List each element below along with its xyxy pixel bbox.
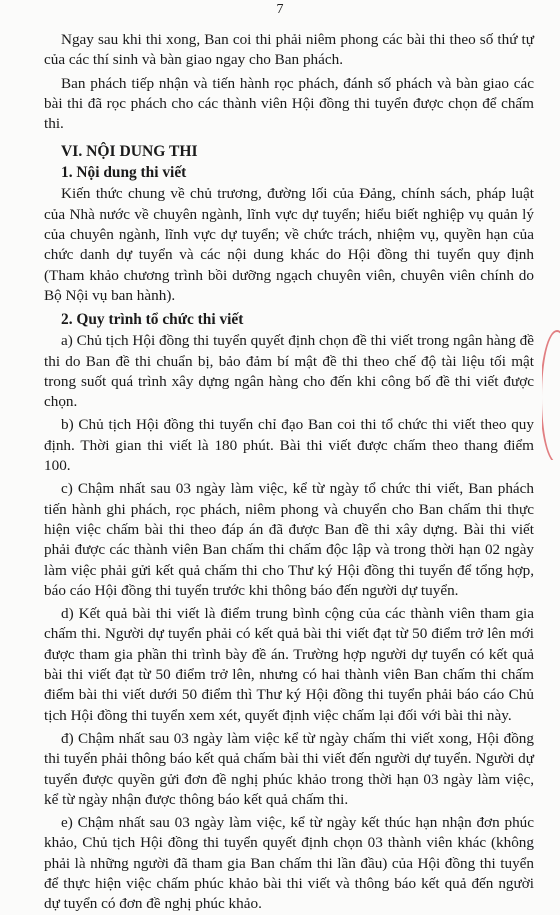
subsection-2-title: 2. Quy trình tổ chức thi viết	[61, 311, 244, 329]
procedure-paragraph-c: c) Chậm nhất sau 03 ngày làm việc, kể từ ngày tổ chức thi viết, Ban phách tiến hành ghi phách, rọc phách, niêm phong và chuyển cho Ban chấm thi thực hiện việc chấm bài thi theo đáp án đã được Ban đề thi xây dựng. Bài thi viết phải được các thành viên Ban chấm thi chấm độc lập và trong thời hạn 02 ngày làm việc phải gửi kết quả chấm thi cho Thư ký Hội đồng thi tuyển để tổng hợp, báo cáo Hội đồng thi tuyển trước khi thông báo đến người dự tuyển.	[44, 480, 534, 599]
subsection-1-paragraph: Kiến thức chung về chủ trương, đường lối của Đảng, chính sách, pháp luật của Nhà nước về chuyên ngành, lĩnh vực dự tuyển; hiểu biết nghiệp vụ quản lý của chuyên ngành, lĩnh vực dự tuyển; về chức trách, nhiệm vụ, quyền hạn của chức danh dự tuyển và các nội dung khác do Hội đồng thi tuyển quy định (Tham khảo chương trình bồi dưỡng ngạch chuyên viên, chuyên viên chính do Bộ Nội vụ ban hành).	[44, 185, 534, 304]
document-content	[44, 30, 534, 915]
procedure-paragraph-b: b) Chủ tịch Hội đồng thi tuyển chỉ đạo Ban coi thi tổ chức thi viết theo quy định. Thời gian thi viết là 180 phút. Bài thi viết được chấm theo thang điểm 100.	[44, 416, 534, 475]
red-seal-edge	[542, 330, 560, 460]
section-title: VI. NỘI DUNG THI	[61, 143, 198, 161]
page-number: 7	[276, 2, 284, 17]
subsection-1-title: 1. Nội dung thi viết	[61, 164, 187, 182]
procedure-paragraph-e: e) Chậm nhất sau 03 ngày làm việc, kể từ ngày kết thúc hạn nhận đơn phúc khảo, Chủ tịch Hội đồng thi tuyển quyết định chọn 03 thành viên khác (không phải là những người đã tham gia Ban chấm thi lần đầu) của Hội đồng thi tuyển để thực hiện việc chấm phúc khảo bài thi viết và thông báo kết quả đến người dự tuyển có đơn đề nghị phúc khảo.	[44, 814, 534, 913]
procedure-paragraph-d: d) Kết quả bài thi viết là điểm trung bình cộng của các thành viên tham gia chấm thi. Người dự tuyển phải có kết quả bài thi viết đạt từ 50 điểm trở lên mới được tham gia phần thi trình bày đề án. Trường hợp người dự tuyển có kết quả bài thi viết đạt từ 50 điểm trở lên, nhưng có hai thành viên Ban chấm thi chấm điểm bài thi viết dưới 50 điểm thì Thư ký Hội đồng thi tuyển phải báo cáo Chủ tịch Hội đồng thi tuyển xem xét, quyết định việc chấm lại đối với bài thi này.	[44, 605, 534, 724]
intro-paragraph-1: Ngay sau khi thi xong, Ban coi thi phải niêm phong các bài thi theo số thứ tự của các thí sinh và bàn giao ngay cho Ban phách.	[44, 31, 534, 69]
procedure-paragraph-a: a) Chủ tịch Hội đồng thi tuyển quyết định chọn đề thi viết trong ngân hàng đề thi do Ban đề thi chuẩn bị, bảo đảm bí mật đề thi theo chế độ tài liệu tối mật trong suốt quá trình xây dựng ngân hàng cho đến khi công bố đề thi viết được chọn.	[44, 332, 534, 411]
procedure-paragraph-dd: đ) Chậm nhất sau 03 ngày làm việc kể từ ngày chấm thi viết xong, Hội đồng thi tuyển phải thông báo kết quả chấm bài thi viết đến người dự tuyển. Người dự tuyển được quyền gửi đơn đề nghị phúc khảo trong thời hạn 03 ngày làm việc, kể từ ngày nhận được thông báo kết quả chấm thi.	[44, 729, 534, 808]
intro-paragraph-2: Ban phách tiếp nhận và tiến hành rọc phách, đánh số phách và bàn giao các bài thi đã rọc phách cho các thành viên Hội đồng thi tuyển được chọn để chấm thi.	[44, 74, 534, 133]
